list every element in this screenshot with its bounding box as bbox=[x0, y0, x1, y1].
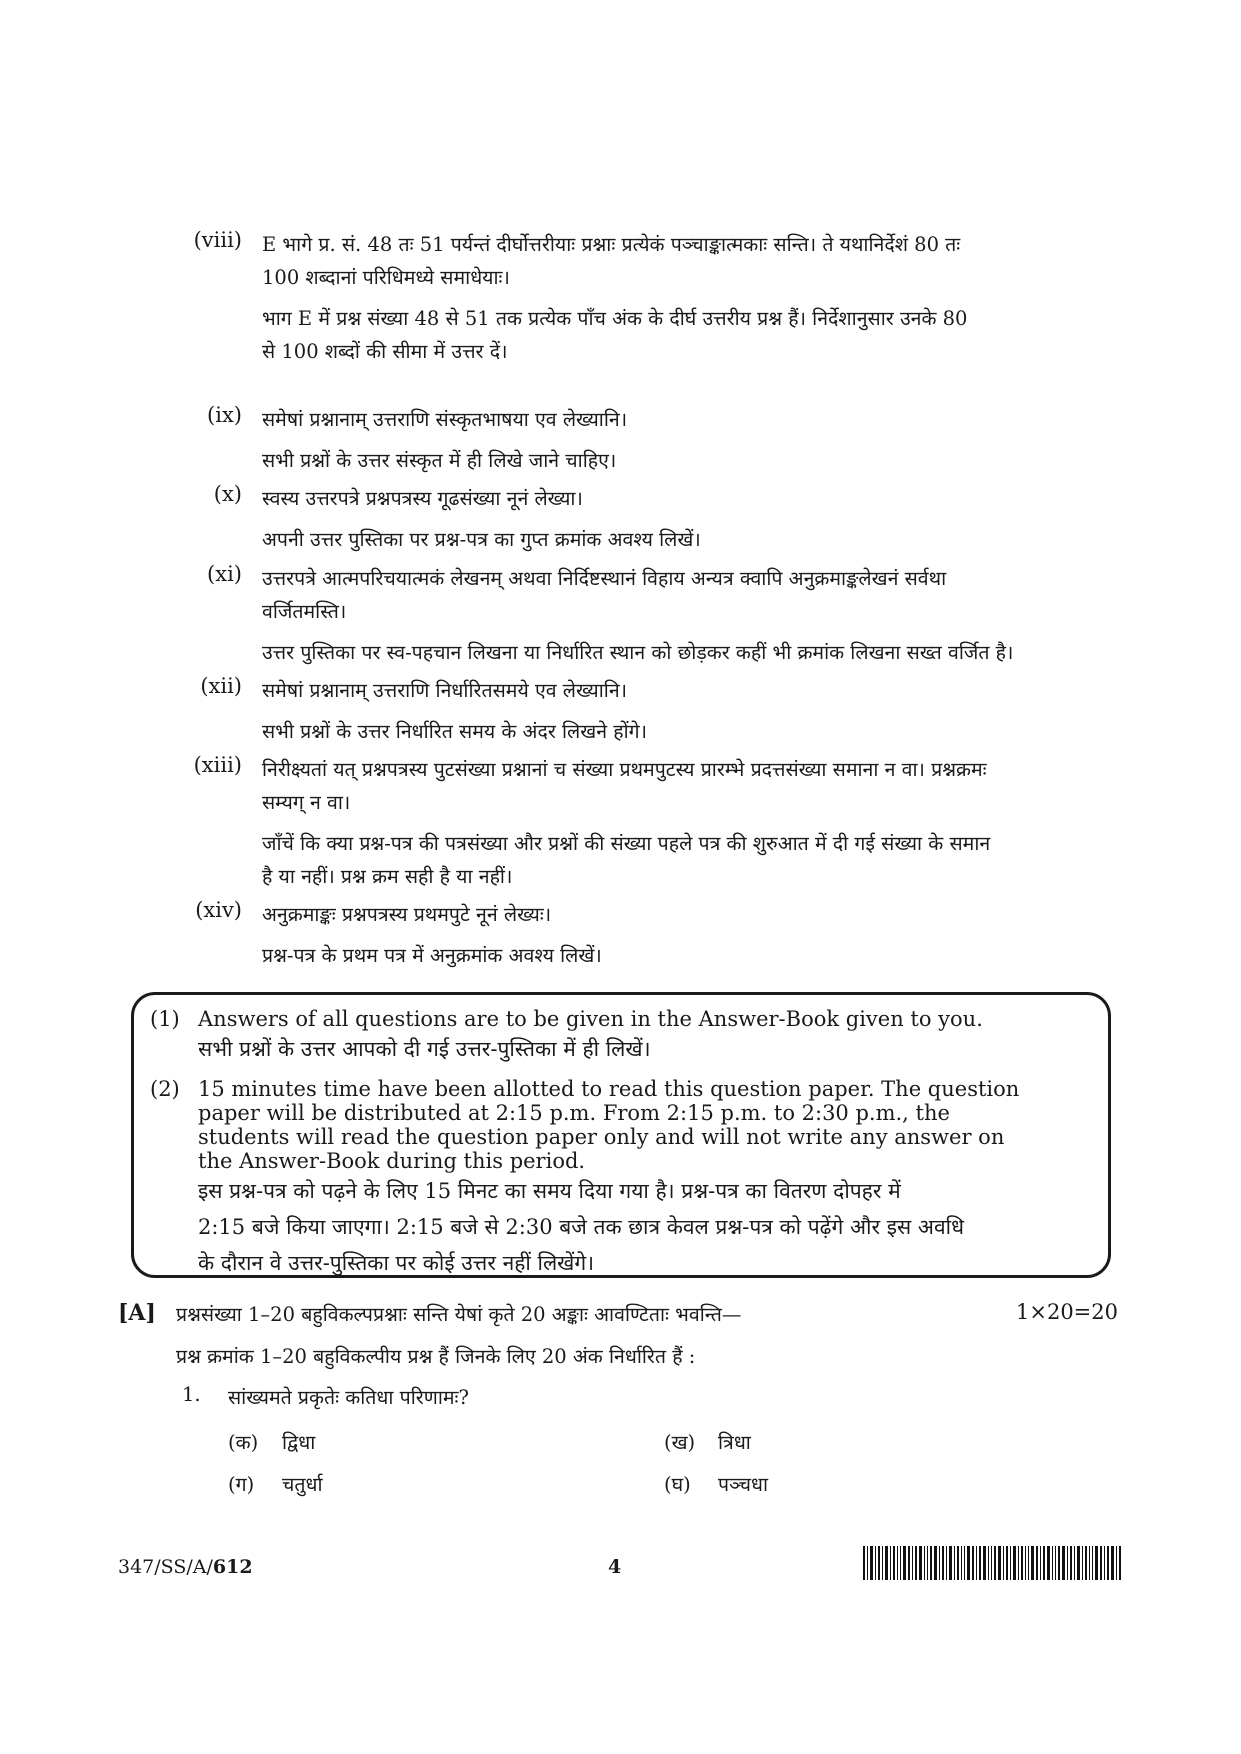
option-label: (ग) bbox=[228, 1473, 255, 1496]
box-item-number: (2) bbox=[150, 1077, 180, 1101]
box-item-number: (1) bbox=[150, 1007, 180, 1031]
hindi-line: के दौरान वे उत्तर-पुस्तिका पर कोई उत्तर नहीं लिखेंगे। bbox=[198, 1251, 595, 1275]
sanskrit-line: 100 शब्दानां परिधिमध्ये समाधेयाः। bbox=[262, 266, 510, 289]
english-line: 15 minutes time have been allotted to read this question paper. The question bbox=[198, 1077, 1020, 1101]
instruction-number: (x) bbox=[213, 482, 242, 506]
hindi-line: इस प्रश्न-पत्र को पढ़ने के लिए 15 मिनट का समय दिया गया है। प्रश्न-पत्र का वितरण दोपहर में bbox=[198, 1179, 901, 1203]
hindi-line: सभी प्रश्नों के उत्तर संस्कृत में ही लिखे जाने चाहिए। bbox=[262, 449, 617, 472]
hindi-line: सभी प्रश्नों के उत्तर निर्धारित समय के अंदर लिखने होंगे। bbox=[262, 720, 648, 743]
hindi-line: प्रश्न-पत्र के प्रथम पत्र में अनुक्रमांक अवश्य लिखें। bbox=[262, 944, 602, 967]
section-sanskrit-heading: प्रश्नसंख्या 1–20 बहुविकल्पप्रश्नाः सन्ति येषां कृते 20 अङ्काः आवण्टिताः भवन्ति— bbox=[176, 1303, 742, 1326]
english-line: students will read the question paper only and will not write any answer on bbox=[198, 1125, 1005, 1149]
instruction-number: (viii) bbox=[193, 228, 242, 252]
hindi-line: है या नहीं। प्रश्न क्रम सही है या नहीं। bbox=[262, 865, 513, 888]
english-line: the Answer-Book during this period. bbox=[198, 1149, 586, 1173]
sanskrit-line: वर्जितमस्ति। bbox=[262, 600, 347, 623]
question-text: सांख्यमते प्रकृतेः कतिधा परिणामः? bbox=[228, 1386, 469, 1409]
english-line: paper will be distributed at 2:15 p.m. From 2:15 p.m. to 2:30 p.m., the bbox=[198, 1101, 950, 1125]
option-text: पञ्चधा bbox=[718, 1473, 768, 1496]
sanskrit-line: समेषां प्रश्नानाम् उत्तराणि संस्कृतभाषया एव लेख्यानि। bbox=[262, 408, 628, 431]
section-marks: 1×20=20 bbox=[1016, 1300, 1118, 1324]
english-line: Answers of all questions are to be given in the Answer-Book given to you. bbox=[198, 1007, 983, 1031]
instruction-number: (xi) bbox=[207, 562, 242, 586]
option-text: त्रिधा bbox=[718, 1431, 751, 1454]
sanskrit-line: उत्तरपत्रे आत्मपरिचयात्मकं लेखनम् अथवा निर्दिष्टस्थानं विहाय अन्यत्र क्वापि अनुक्रमाङ्कलेखनं सर्वथा bbox=[262, 567, 947, 590]
hindi-line: भाग E में प्रश्न संख्या 48 से 51 तक प्रत्येक पाँच अंक के दीर्घ उत्तरीय प्रश्न हैं। निर्देशानुसार उनके 80 bbox=[262, 307, 968, 330]
question-number: 1. bbox=[182, 1383, 201, 1406]
instruction-number: (ix) bbox=[207, 403, 242, 427]
option-label: (क) bbox=[228, 1431, 259, 1454]
hindi-line: से 100 शब्दों की सीमा में उत्तर दें। bbox=[262, 340, 508, 363]
paper-code-prefix: 347/SS/A/ bbox=[118, 1556, 213, 1578]
sanskrit-line: अनुक्रमाङ्कः प्रश्नपत्रस्य प्रथमपुटे नूनं लेख्यः। bbox=[262, 903, 552, 926]
paper-code bbox=[118, 1556, 253, 1578]
instruction-number: (xiii) bbox=[193, 753, 242, 777]
hindi-line: अपनी उत्तर पुस्तिका पर प्रश्न-पत्र का गुप्त क्रमांक अवश्य लिखें। bbox=[262, 528, 701, 551]
sanskrit-line: सम्यग् न वा। bbox=[262, 791, 351, 814]
sanskrit-line: निरीक्ष्यतां यत् प्रश्नपत्रस्य पुटसंख्या प्रश्नानां च संख्या प्रथमपुटस्य प्रारम्भे प्रदत्तसंख्या समाना न वा। प्रश्नक्रमः bbox=[262, 758, 987, 781]
hindi-line: 2:15 बजे किया जाएगा। 2:15 बजे से 2:30 बजे तक छात्र केवल प्रश्न-पत्र को पढ़ेंगे और इस अवधि bbox=[198, 1215, 965, 1239]
option-label: (घ) bbox=[664, 1473, 691, 1496]
hindi-line: जाँचें कि क्या प्रश्न-पत्र की पत्रसंख्या और प्रश्नों की संख्या पहले पत्र की शुरुआत में दी गई संख्या के समान bbox=[262, 832, 991, 855]
instruction-number: (xii) bbox=[200, 674, 242, 698]
sanskrit-line: स्वस्य उत्तरपत्रे प्रश्नपत्रस्य गूढसंख्या नूनं लेख्या। bbox=[262, 487, 583, 510]
general-instructions-box bbox=[131, 992, 1111, 1278]
hindi-line: सभी प्रश्नों के उत्तर आपको दी गई उत्तर-पुस्तिका में ही लिखें। bbox=[198, 1037, 651, 1061]
hindi-line: उत्तर पुस्तिका पर स्व-पहचान लिखना या निर्धारित स्थान को छोड़कर कहीं भी क्रमांक लिखना सख्त वर्जित है। bbox=[262, 641, 1014, 664]
section-hindi-heading: प्रश्न क्रमांक 1–20 बहुविकल्पीय प्रश्न हैं जिनके लिए 20 अंक निर्धारित हैं : bbox=[176, 1345, 696, 1368]
paper-code-number: 612 bbox=[212, 1556, 253, 1578]
barcode bbox=[863, 1546, 1121, 1580]
page-number: 4 bbox=[608, 1556, 622, 1578]
instruction-number: (xiv) bbox=[195, 898, 242, 922]
option-text: द्विधा bbox=[282, 1431, 316, 1454]
sanskrit-line: समेषां प्रश्नानाम् उत्तराणि निर्धारितसमये एव लेख्यानि। bbox=[262, 679, 628, 702]
sanskrit-line: E भागे प्र. सं. 48 तः 51 पर्यन्तं दीर्घोत्तरीयाः प्रश्नाः प्रत्येकं पञ्चाङ्कात्मकाः सन्ति। ते यथानिर्देशं 80 तः bbox=[262, 233, 961, 256]
option-label: (ख) bbox=[664, 1431, 696, 1454]
option-text: चतुर्धा bbox=[282, 1473, 323, 1496]
section-tag: [A] bbox=[118, 1300, 156, 1326]
